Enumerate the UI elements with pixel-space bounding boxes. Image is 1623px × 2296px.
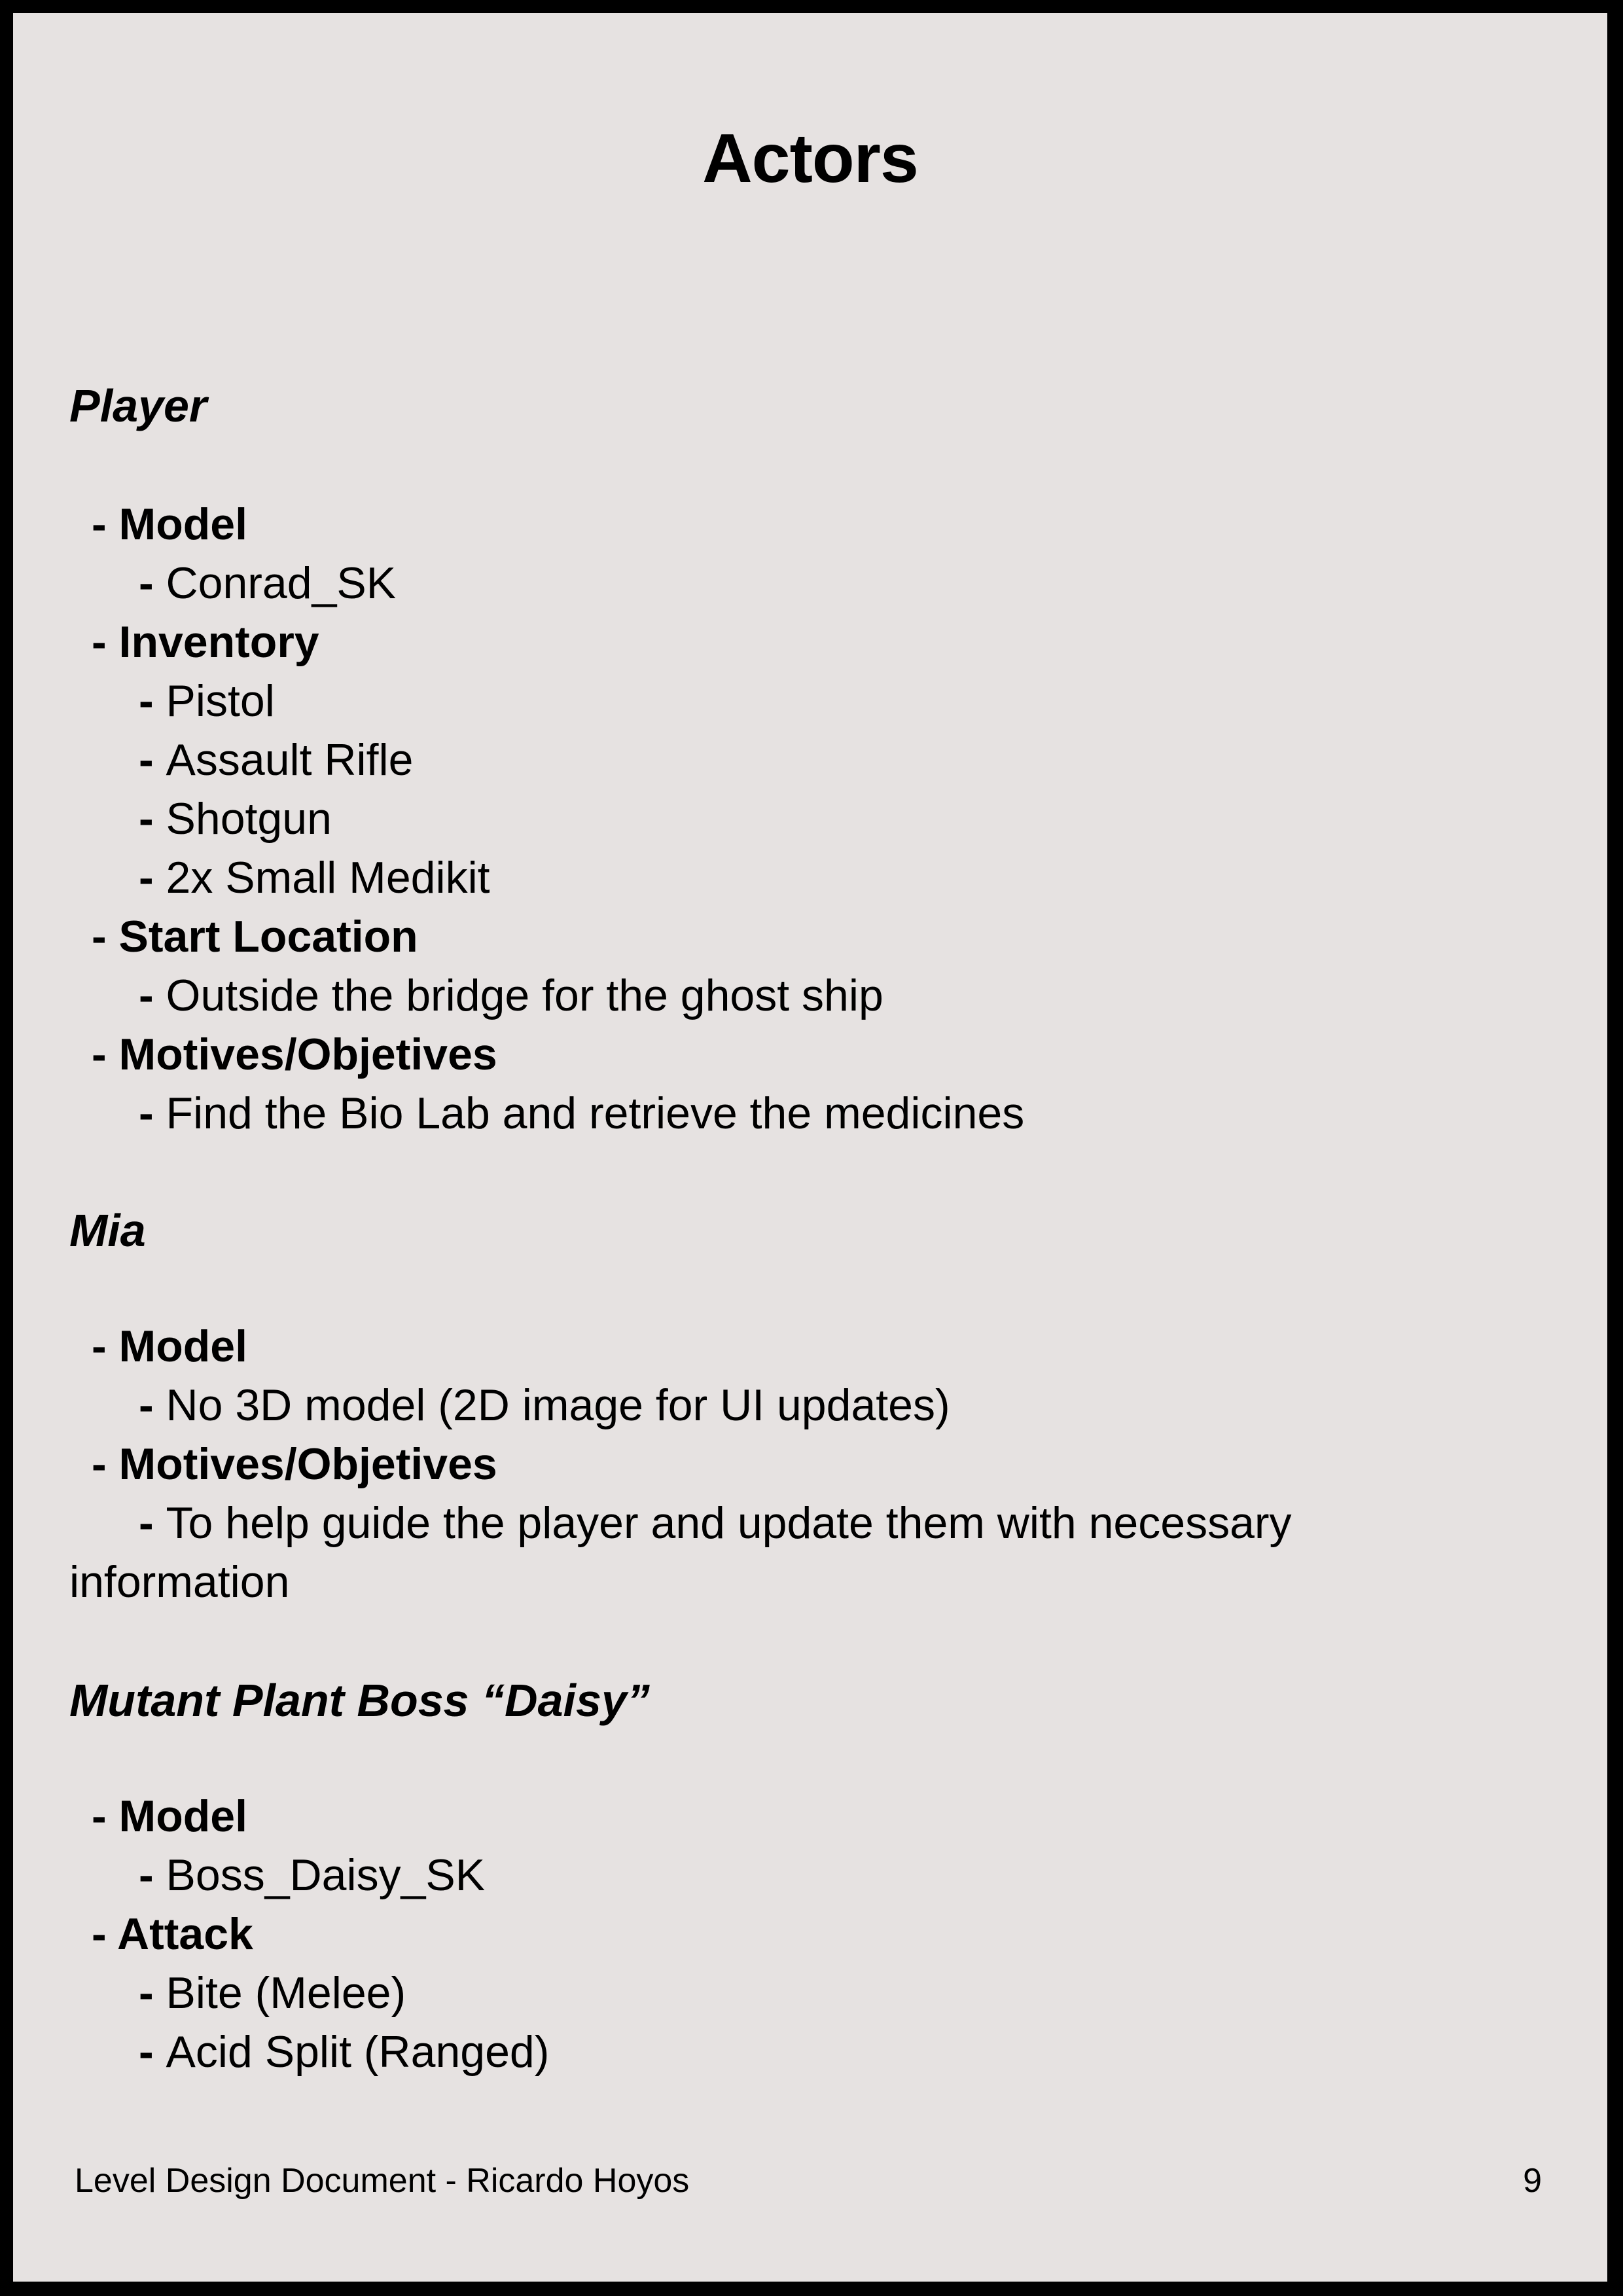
page-title: Actors <box>702 120 918 197</box>
attack-item: - Bite (Melee) <box>139 1968 406 2018</box>
section-heading-player: Player <box>69 380 207 431</box>
mia-motives-value: - To help guide the player and update them with necessary <box>139 1498 1292 1548</box>
player-start-value: - Outside the bridge for the ghost ship <box>139 971 883 1020</box>
mia-model-value: - No 3D model (2D image for UI updates) <box>139 1380 950 1430</box>
boss-model-label: - Model <box>92 1791 247 1841</box>
player-start-label: - Start Location <box>92 912 418 961</box>
footer-page-number: 9 <box>1523 2162 1542 2200</box>
mia-motives-label: - Motives/Objetives <box>92 1439 497 1489</box>
inventory-item: - Assault Rifle <box>139 735 414 785</box>
player-model-value: - Conrad_SK <box>139 558 397 608</box>
boss-model-value: - Boss_Daisy_SK <box>139 1850 486 1900</box>
boss-attack-label: - Attack <box>92 1909 253 1959</box>
attack-item: - Acid Split (Ranged) <box>139 2027 550 2077</box>
section-heading-mia: Mia <box>69 1205 146 1256</box>
player-motives-label: - Motives/Objetives <box>92 1030 497 1079</box>
mia-motives-value-continued: information <box>69 1557 290 1607</box>
document-page <box>13 13 1607 2282</box>
footer-document-title: Level Design Document - Ricardo Hoyos <box>75 2162 690 2200</box>
inventory-item: - Shotgun <box>139 794 332 844</box>
player-inventory-label: - Inventory <box>92 617 319 667</box>
mia-model-label: - Model <box>92 1321 247 1371</box>
player-motives-value: - Find the Bio Lab and retrieve the medicines <box>139 1088 1025 1138</box>
player-model-label: - Model <box>92 499 247 549</box>
inventory-item: - 2x Small Medikit <box>139 853 490 903</box>
inventory-item: - Pistol <box>139 676 275 726</box>
section-heading-boss: Mutant Plant Boss “Daisy” <box>69 1675 650 1726</box>
